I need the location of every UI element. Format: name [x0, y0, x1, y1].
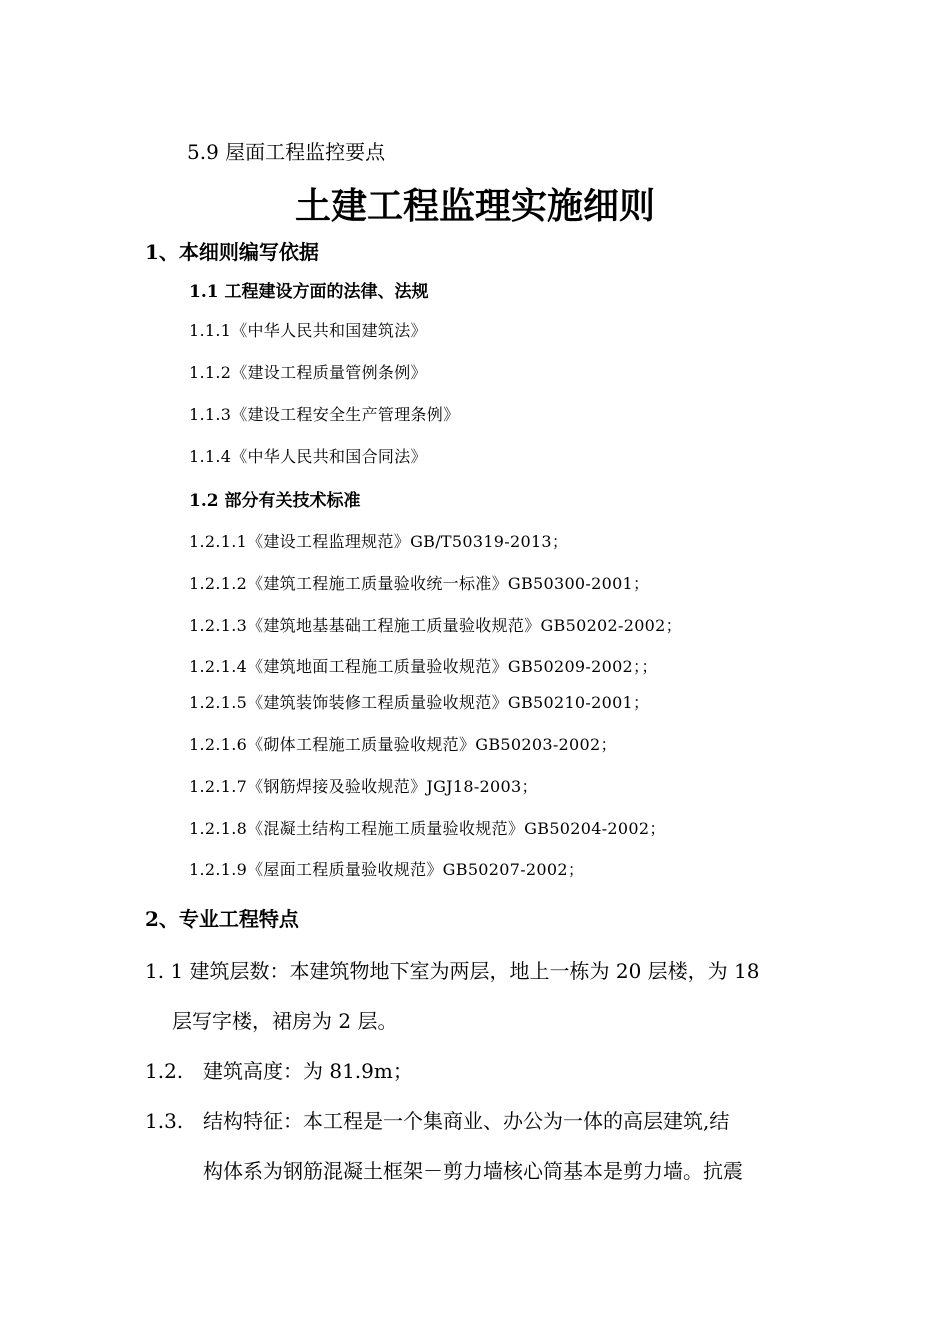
paragraph-text: 结构特征：本工程是一个集商业、办公为一体的高层建筑,结 — [203, 1109, 730, 1133]
paragraph-number: 1.2. — [145, 1059, 184, 1083]
paragraph-floors-line2: 层写字楼，裙房为 2 层。 — [172, 1009, 398, 1033]
paragraph-text: 建筑高度：为 81.9m； — [203, 1059, 413, 1083]
law-item: 1.1.2《建设工程质量管例条例》 — [189, 363, 427, 382]
law-item: 1.1.3《建设工程安全生产管理条例》 — [189, 405, 460, 424]
paragraph-floors-line1: 1. 1 建筑层数：本建筑物地下室为两层，地上一栋为 20 层楼，为 18 — [145, 959, 760, 983]
toc-entry: 5.9 屋面工程监控要点 — [187, 140, 386, 164]
subsection-1-2-heading: 1.2 部分有关技术标准 — [189, 491, 361, 511]
standard-item: 1.2.1.2《建筑工程施工质量验收统一标准》GB50300-2001； — [189, 574, 650, 593]
standard-item: 1.2.1.1《建设工程监理规范》GB/T50319-2013； — [189, 532, 569, 551]
standard-item: 1.2.1.4《建筑地面工程施工质量验收规范》GB50209-2002；； — [189, 657, 658, 676]
paragraph-number: 1.3. — [145, 1109, 184, 1133]
standard-item: 1.2.1.3《建筑地基基础工程施工质量验收规范》GB50202-2002； — [189, 616, 682, 635]
section-2-heading: 2、专业工程特点 — [145, 907, 299, 931]
subsection-1-1-heading: 1.1 工程建设方面的法律、法规 — [189, 282, 429, 302]
paragraph-structure-line2: 构体系为钢筋混凝土框架－剪力墙核心筒基本是剪力墙。抗震 — [203, 1159, 743, 1183]
paragraph-height — [145, 1055, 413, 1084]
standard-item: 1.2.1.7《钢筋焊接及验收规范》JGJ18-2003； — [189, 777, 538, 796]
paragraph-structure-line1 — [145, 1105, 729, 1134]
standard-item: 1.2.1.9《屋面工程质量验收规范》GB50207-2002； — [189, 860, 585, 879]
standard-item: 1.2.1.8《混凝土结构工程施工质量验收规范》GB50204-2002； — [189, 819, 666, 838]
law-item: 1.1.4《中华人民共和国合同法》 — [189, 447, 427, 466]
law-item: 1.1.1《中华人民共和国建筑法》 — [189, 321, 427, 340]
document-title: 土建工程监理实施细则 — [294, 185, 655, 227]
standard-item: 1.2.1.6《砌体工程施工质量验收规范》GB50203-2002； — [189, 735, 617, 754]
section-1-heading: 1、本细则编写依据 — [145, 240, 319, 264]
standard-item: 1.2.1.5《建筑装饰装修工程质量验收规范》GB50210-2001； — [189, 693, 650, 712]
